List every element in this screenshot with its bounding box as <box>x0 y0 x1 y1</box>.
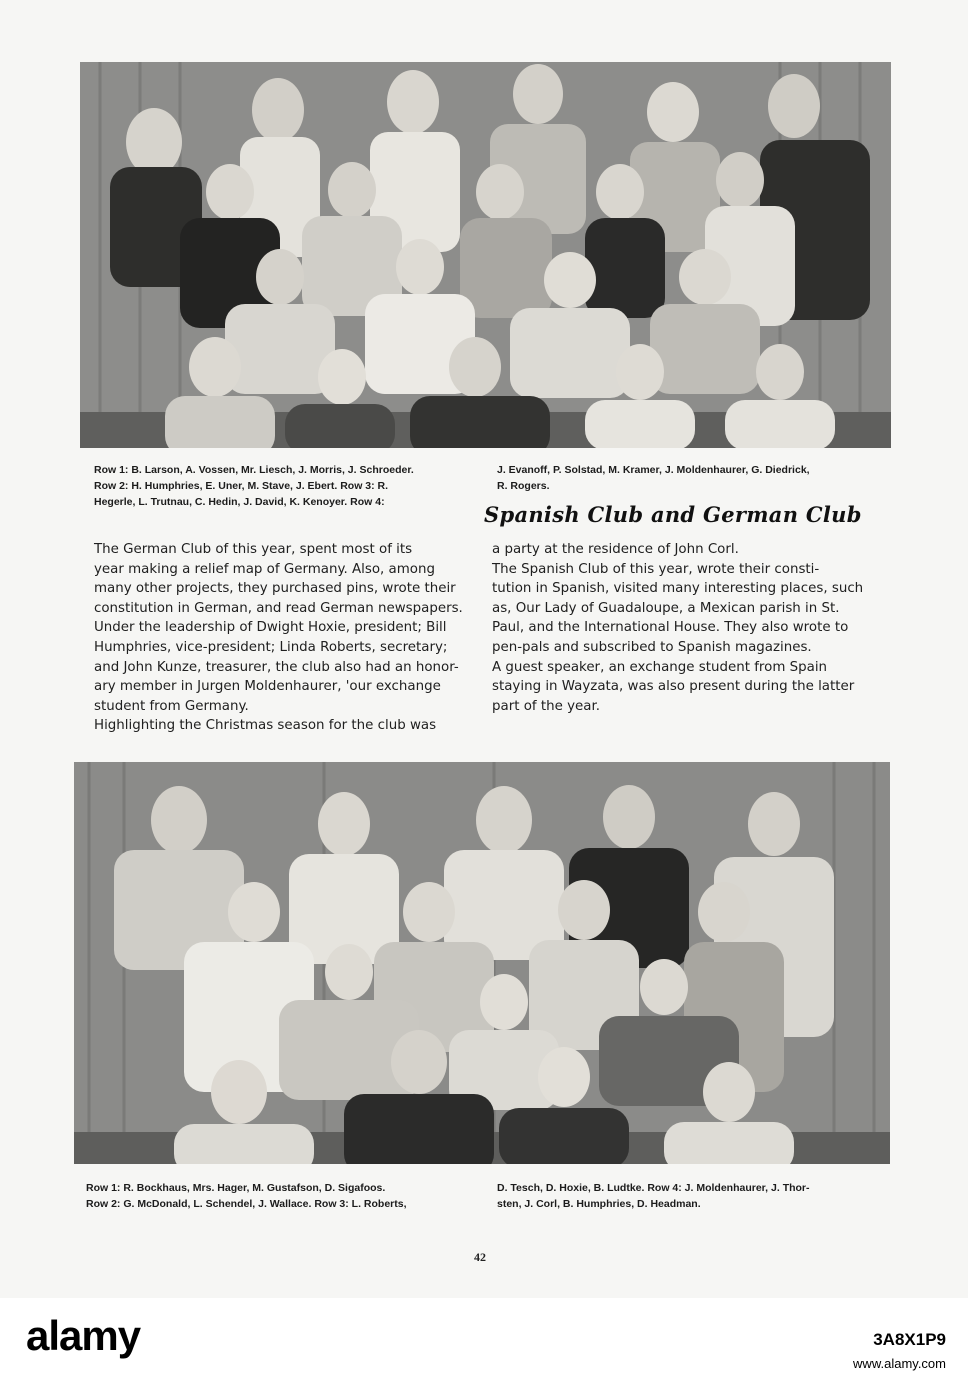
article-line: constitution in German, and read German newspapers. <box>94 600 463 616</box>
site-url: www.alamy.com <box>853 1356 946 1371</box>
german-club-caption-right <box>497 462 810 494</box>
spanish-club-caption-left <box>86 1180 407 1212</box>
caption-line: Row 1: B. Larson, A. Vossen, Mr. Liesch, J. Morris, J. Schroeder. <box>94 464 414 476</box>
article-line: staying in Wayzata, was also present during the latter <box>492 679 855 695</box>
article-left-column <box>94 540 463 736</box>
german-club-caption-left <box>94 462 414 510</box>
article-line: The German Club of this year, spent most of its <box>94 542 413 557</box>
image-id: 3A8X1P9 <box>873 1330 946 1349</box>
article-line: as, Our Lady of Guadaloupe, a Mexican parish in St. <box>492 600 840 616</box>
caption-line: Row 2: G. McDonald, L. Schendel, J. Wallace. Row 3: L. Roberts, <box>86 1198 407 1210</box>
caption-line: Row 1: R. Bockhaus, Mrs. Hager, M. Gustafson, D. Sigafoos. <box>86 1182 386 1194</box>
article-line: Paul, and the International House. They also wrote to <box>492 620 849 636</box>
stock-footer <box>0 1298 968 1390</box>
caption-line: J. Evanoff, P. Solstad, M. Kramer, J. Moldenhaurer, G. Diedrick, <box>497 464 810 476</box>
article-line: many other projects, they purchased pins, wrote their <box>94 581 456 597</box>
caption-line: Row 2: H. Humphries, E. Uner, M. Stave, J. Ebert. Row 3: R. <box>94 480 389 492</box>
article-line: ary member in Jurgen Moldenhaurer, 'our exchange <box>94 679 441 695</box>
caption-line: Hegerle, L. Trutnau, C. Hedin, J. David, K. Kenoyer. Row 4: <box>94 496 385 508</box>
article-line: Humphries, vice-president; Linda Roberts, secretary; <box>94 639 448 655</box>
article-line: tution in Spanish, visited many interesting places, such <box>492 581 864 597</box>
article-line: part of the year. <box>492 698 601 714</box>
caption-line: sten, J. Corl, B. Humphries, D. Headman. <box>497 1198 701 1210</box>
german-club-photo <box>80 62 891 448</box>
alamy-logo: alamy <box>26 1312 141 1359</box>
page-title: Spanish Club and German Club <box>484 502 862 527</box>
article-line: Under the leadership of Dwight Hoxie, president; Bill <box>94 620 447 636</box>
article-line: The Spanish Club of this year, wrote their consti- <box>492 561 820 577</box>
spanish-club-caption-right <box>497 1180 810 1212</box>
page-number: 42 <box>474 1250 486 1264</box>
caption-line: R. Rogers. <box>497 480 550 492</box>
article-line: student from Germany. <box>94 698 249 714</box>
article-line: A guest speaker, an exchange student from Spain <box>492 659 828 675</box>
article-line: and John Kunze, treasurer, the club also had an honor- <box>94 659 459 675</box>
article-line: year making a relief map of Germany. Also, among <box>94 561 435 577</box>
caption-line: D. Tesch, D. Hoxie, B. Ludtke. Row 4: J. Moldenhaurer, J. Thor- <box>497 1182 810 1194</box>
article-line: Highlighting the Christmas season for the club was <box>94 718 437 734</box>
article-right-column <box>492 540 863 716</box>
spanish-club-photo <box>74 762 890 1164</box>
article-line: pen-pals and subscribed to Spanish magazines. <box>492 639 812 655</box>
article-line: a party at the residence of John Corl. <box>492 542 739 557</box>
